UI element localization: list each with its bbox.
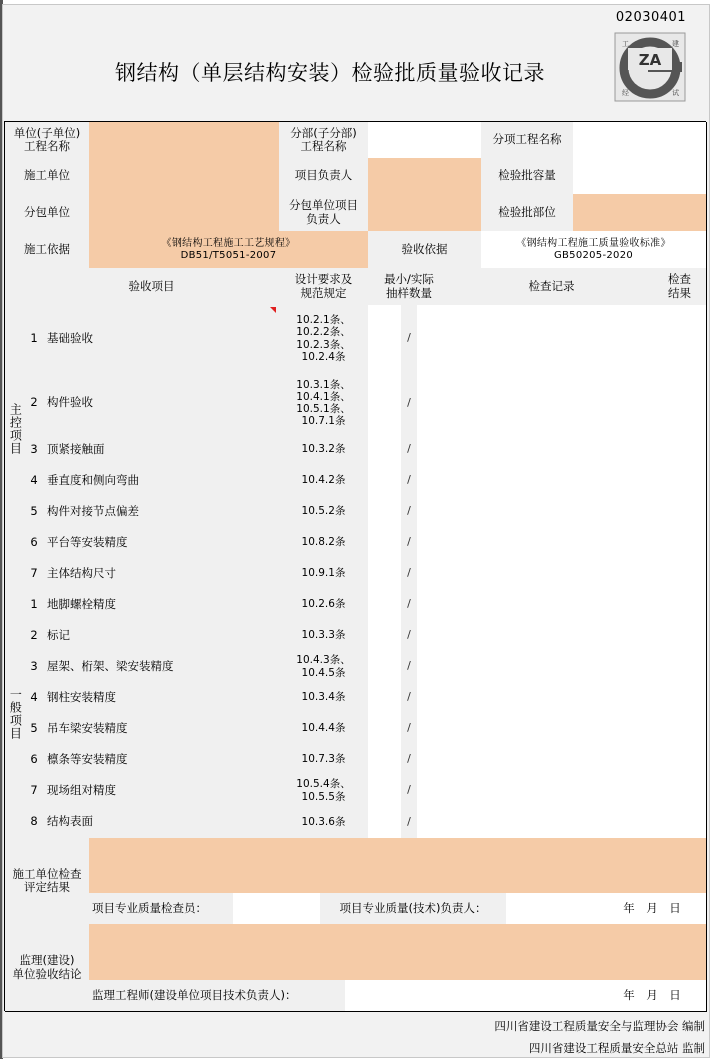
item-name: 平台等安装精度 xyxy=(44,527,280,559)
actual-sample-cell[interactable] xyxy=(417,620,451,652)
form-title: 钢结构（单层结构安装）检验批质量验收记录 xyxy=(115,61,545,85)
item-name: 钢柱安装精度 xyxy=(44,682,280,714)
min-sample-cell[interactable] xyxy=(368,775,402,807)
min-sample-cell[interactable] xyxy=(368,806,402,839)
check-record-cell[interactable] xyxy=(450,372,654,435)
check-result-cell[interactable] xyxy=(653,775,707,807)
min-sample-cell[interactable] xyxy=(368,465,402,497)
item-name: 垂直度和侧向弯曲 xyxy=(44,465,280,497)
min-sample-cell[interactable] xyxy=(368,744,402,776)
check-result-cell[interactable] xyxy=(653,744,707,776)
check-record-cell[interactable] xyxy=(450,589,654,621)
main-control-group-label: 主控项目 xyxy=(5,268,25,590)
col-header-design: 设计要求及 规范规定 xyxy=(279,268,369,306)
project-manager-label: 项目负责人 xyxy=(279,158,369,195)
item-number: 5 xyxy=(24,496,45,528)
sample-divider: / xyxy=(401,713,418,745)
sample-divider: / xyxy=(401,775,418,807)
sample-divider: / xyxy=(401,527,418,559)
general-group-label: 一般项目 xyxy=(5,589,25,839)
min-sample-cell[interactable] xyxy=(368,589,402,621)
min-sample-cell[interactable] xyxy=(368,620,402,652)
supervision-spacer xyxy=(482,980,599,1012)
col-header-item: 验收项目 xyxy=(24,268,280,306)
item-number: 1 xyxy=(24,305,45,373)
col-header-record: 检查记录 xyxy=(450,268,654,306)
lot-location-value[interactable] xyxy=(573,194,707,232)
unit-project-label: 单位(子单位) 工程名称 xyxy=(5,122,90,159)
actual-sample-cell[interactable] xyxy=(417,372,451,435)
min-sample-cell[interactable] xyxy=(368,496,402,528)
col-header-sample: 最小/实际 抽样数量 xyxy=(368,268,451,306)
item-name: 基础验收 xyxy=(44,305,280,373)
min-sample-cell[interactable] xyxy=(368,713,402,745)
check-result-cell[interactable] xyxy=(653,651,707,683)
item-number: 8 xyxy=(24,806,45,839)
item-spec: 10.7.3条 xyxy=(279,744,369,776)
quality-inspector-signature[interactable] xyxy=(233,893,321,925)
check-record-cell[interactable] xyxy=(450,620,654,652)
min-sample-cell[interactable] xyxy=(368,527,402,559)
check-record-cell[interactable] xyxy=(450,806,654,839)
technical-lead-signature[interactable] xyxy=(506,893,599,925)
check-record-cell[interactable] xyxy=(450,651,654,683)
check-result-cell[interactable] xyxy=(653,465,707,497)
item-spec: 10.8.2条 xyxy=(279,527,369,559)
item-spec: 10.5.2条 xyxy=(279,496,369,528)
sample-divider: / xyxy=(401,305,418,373)
project-manager-value[interactable] xyxy=(368,158,482,195)
supervision-label: 监理(建设) 单位验收结论 xyxy=(5,924,90,1012)
actual-sample-cell[interactable] xyxy=(417,558,451,590)
item-number: 4 xyxy=(24,465,45,497)
supervision-engineer-label: 监理工程师(建设单位项目技术负责人)： xyxy=(89,980,346,1012)
form-code: 02030401 xyxy=(615,10,687,25)
sample-divider: / xyxy=(401,372,418,435)
footer-editor: 四川省建设工程质量安全与监理协会 编制 xyxy=(494,1019,705,1033)
col-header-result: 检查 结果 xyxy=(653,268,707,306)
sample-divider: / xyxy=(401,806,418,839)
item-spec: 10.3.2条 xyxy=(279,434,369,466)
acceptance-basis-value: 《钢结构工程施工质量验收标准》 GB50205-2020 xyxy=(481,231,707,269)
item-spec: 10.4.4条 xyxy=(279,713,369,745)
item-number: 2 xyxy=(24,372,45,435)
footer-supervisor: 四川省建设工程质量安全总站 监制 xyxy=(528,1041,705,1055)
actual-sample-cell[interactable] xyxy=(417,527,451,559)
svg-text:建: 建 xyxy=(672,40,679,48)
actual-sample-cell[interactable] xyxy=(417,496,451,528)
item-number: 6 xyxy=(24,744,45,776)
comment-indicator xyxy=(270,307,276,313)
sample-divider: / xyxy=(401,465,418,497)
sample-divider: / xyxy=(401,620,418,652)
item-name: 构件对接节点偏差 xyxy=(44,496,280,528)
construction-basis-value[interactable]: 《钢结构工程施工工艺规程》 DB51/T5051-2007 xyxy=(89,231,369,269)
item-spec: 10.5.4条、 10.5.5条 xyxy=(279,775,369,807)
check-record-cell[interactable] xyxy=(450,558,654,590)
sample-divider: / xyxy=(401,589,418,621)
subdivision-label: 分部(子分部) 工程名称 xyxy=(279,122,369,159)
check-record-cell[interactable] xyxy=(450,305,654,373)
lot-location-label: 检验批部位 xyxy=(481,194,574,232)
item-name: 现场组对精度 xyxy=(44,775,280,807)
contractor-date: 年 月 日 xyxy=(598,893,707,925)
acceptance-basis-label: 验收依据 xyxy=(368,231,482,269)
check-record-cell[interactable] xyxy=(450,465,654,497)
check-result-cell[interactable] xyxy=(653,558,707,590)
item-number: 3 xyxy=(24,434,45,466)
min-sample-cell[interactable] xyxy=(368,558,402,590)
item-name: 屋架、桁架、梁安装精度 xyxy=(44,651,280,683)
actual-sample-cell[interactable] xyxy=(417,806,451,839)
check-result-cell[interactable] xyxy=(653,620,707,652)
check-result-cell[interactable] xyxy=(653,682,707,714)
actual-sample-cell[interactable] xyxy=(417,465,451,497)
item-spec: 10.3.3条 xyxy=(279,620,369,652)
supervision-date: 年 月 日 xyxy=(598,980,707,1012)
subitem-value[interactable] xyxy=(573,122,707,159)
item-name: 地脚螺栓精度 xyxy=(44,589,280,621)
item-number: 6 xyxy=(24,527,45,559)
item-name: 主体结构尺寸 xyxy=(44,558,280,590)
check-record-cell[interactable] xyxy=(450,434,654,466)
inspection-table xyxy=(4,121,706,1011)
item-number: 4 xyxy=(24,682,45,714)
item-spec: 10.4.2条 xyxy=(279,465,369,497)
actual-sample-cell[interactable] xyxy=(417,651,451,683)
construction-basis-label: 施工依据 xyxy=(5,231,90,269)
svg-text:经: 经 xyxy=(622,89,629,97)
subdivision-value[interactable] xyxy=(368,122,482,159)
item-spec: 10.9.1条 xyxy=(279,558,369,590)
subitem-label: 分项工程名称 xyxy=(481,122,574,159)
supervision-conclusion[interactable] xyxy=(89,924,707,981)
sample-divider: / xyxy=(401,744,418,776)
sample-divider: / xyxy=(401,434,418,466)
actual-sample-cell[interactable] xyxy=(417,775,451,807)
check-record-cell[interactable] xyxy=(450,713,654,745)
item-spec: 10.3.4条 xyxy=(279,682,369,714)
item-spec: 10.4.3条、 10.4.5条 xyxy=(279,651,369,683)
item-name: 檩条等安装精度 xyxy=(44,744,280,776)
check-result-cell[interactable] xyxy=(653,305,707,373)
item-number: 7 xyxy=(24,775,45,807)
certification-logo xyxy=(614,32,686,102)
check-result-cell[interactable] xyxy=(653,372,707,435)
lot-capacity-label: 检验批容量 xyxy=(481,158,574,195)
check-result-cell[interactable] xyxy=(653,434,707,466)
check-record-cell[interactable] xyxy=(450,527,654,559)
item-spec: 10.3.6条 xyxy=(279,806,369,839)
sub-manager-label: 分包单位项目 负责人 xyxy=(279,194,369,232)
contractor-label: 施工单位 xyxy=(5,158,90,195)
actual-sample-cell[interactable] xyxy=(417,589,451,621)
item-spec: 10.3.1条、 10.4.1条、 10.5.1条、 10.7.1条 xyxy=(279,372,369,435)
item-name: 标记 xyxy=(44,620,280,652)
actual-sample-cell[interactable] xyxy=(417,434,451,466)
quality-inspector-label: 项目专业质量检查员： xyxy=(89,893,234,925)
svg-text:ZA: ZA xyxy=(638,51,662,69)
min-sample-cell[interactable] xyxy=(368,651,402,683)
actual-sample-cell[interactable] xyxy=(417,682,451,714)
sample-divider: / xyxy=(401,682,418,714)
contractor-check-result[interactable] xyxy=(89,838,707,894)
item-number: 3 xyxy=(24,651,45,683)
check-record-cell[interactable] xyxy=(450,744,654,776)
contractor-value[interactable] xyxy=(89,158,280,195)
item-number: 7 xyxy=(24,558,45,590)
svg-text:工: 工 xyxy=(622,40,629,48)
check-record-cell[interactable] xyxy=(450,496,654,528)
sub-manager-value[interactable] xyxy=(368,194,482,232)
item-name: 结构表面 xyxy=(44,806,280,839)
lot-capacity-value[interactable] xyxy=(573,158,707,195)
sample-divider: / xyxy=(401,651,418,683)
item-number: 5 xyxy=(24,713,45,745)
min-sample-cell[interactable] xyxy=(368,682,402,714)
subcontractor-label: 分包单位 xyxy=(5,194,90,232)
subcontractor-value[interactable] xyxy=(89,194,280,232)
supervision-engineer-signature[interactable] xyxy=(345,980,483,1012)
check-result-cell[interactable] xyxy=(653,589,707,621)
check-result-cell[interactable] xyxy=(653,713,707,745)
item-number: 2 xyxy=(24,620,45,652)
min-sample-cell[interactable] xyxy=(368,372,402,435)
min-sample-cell[interactable] xyxy=(368,434,402,466)
check-record-cell[interactable] xyxy=(450,775,654,807)
item-number: 1 xyxy=(24,589,45,621)
unit-project-value[interactable] xyxy=(89,122,280,159)
sample-divider: / xyxy=(401,558,418,590)
check-result-cell[interactable] xyxy=(653,806,707,839)
check-result-cell[interactable] xyxy=(653,496,707,528)
sample-divider: / xyxy=(401,496,418,528)
check-record-cell[interactable] xyxy=(450,682,654,714)
actual-sample-cell[interactable] xyxy=(417,305,451,373)
svg-text:试: 试 xyxy=(672,89,679,97)
technical-lead-label: 项目专业质量(技术)负责人： xyxy=(320,893,507,925)
min-sample-cell[interactable] xyxy=(368,305,402,373)
item-name: 吊车梁安装精度 xyxy=(44,713,280,745)
actual-sample-cell[interactable] xyxy=(417,744,451,776)
contractor-check-label: 施工单位检查 评定结果 xyxy=(5,838,90,925)
check-result-cell[interactable] xyxy=(653,527,707,559)
item-spec: 10.2.1条、 10.2.2条、 10.2.3条、 10.2.4条 xyxy=(279,305,369,373)
item-name: 构件验收 xyxy=(44,372,280,435)
actual-sample-cell[interactable] xyxy=(417,713,451,745)
item-name: 顶紧接触面 xyxy=(44,434,280,466)
item-spec: 10.2.6条 xyxy=(279,589,369,621)
